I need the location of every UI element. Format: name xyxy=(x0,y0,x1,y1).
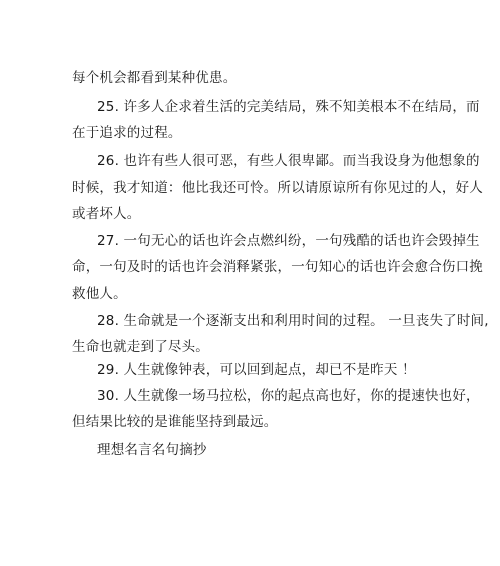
text-line: 救他人。 xyxy=(72,286,127,302)
text-line: 25. 许多人企求着生活的完美结局，殊不知美根本不在结局，而 xyxy=(97,99,480,115)
text-line: 29. 人生就像钟表，可以回到起点，却已不是昨天 ！ xyxy=(97,362,416,378)
section-heading: 理想名言名句摘抄 xyxy=(97,442,207,458)
text-line: 每个机会都看到某种优患。 xyxy=(72,70,237,86)
text-line: 生命也就走到了尽头。 xyxy=(72,339,209,355)
text-line: 或者坏人。 xyxy=(72,206,141,222)
text-line: 命，一句及时的话也许会消释紧张，一句知心的话也许会愈合伤口挽 xyxy=(72,259,483,275)
text-line: 时候，我才知道：他比我还可怜。所以请原谅所有你见过的人，好人 xyxy=(72,180,483,196)
text-line: 27. 一句无心的话也许会点燃纠纷，一句残酷的话也许会毁掉生 xyxy=(97,233,480,249)
text-line: 26. 也许有些人很可恶，有些人很卑鄙。而当我设身为他想象的 xyxy=(97,153,480,169)
text-line: 28. 生命就是一个逐渐支出和利用时间的过程。 一旦丧失了时间, xyxy=(97,313,489,329)
text-line: 30. 人生就像一场马拉松，你的起点高也好，你的提速快也好， xyxy=(97,388,480,404)
text-line: 在于追求的过程。 xyxy=(72,125,182,141)
text-line: 但结果比较的是谁能坚持到最远。 xyxy=(72,414,278,430)
